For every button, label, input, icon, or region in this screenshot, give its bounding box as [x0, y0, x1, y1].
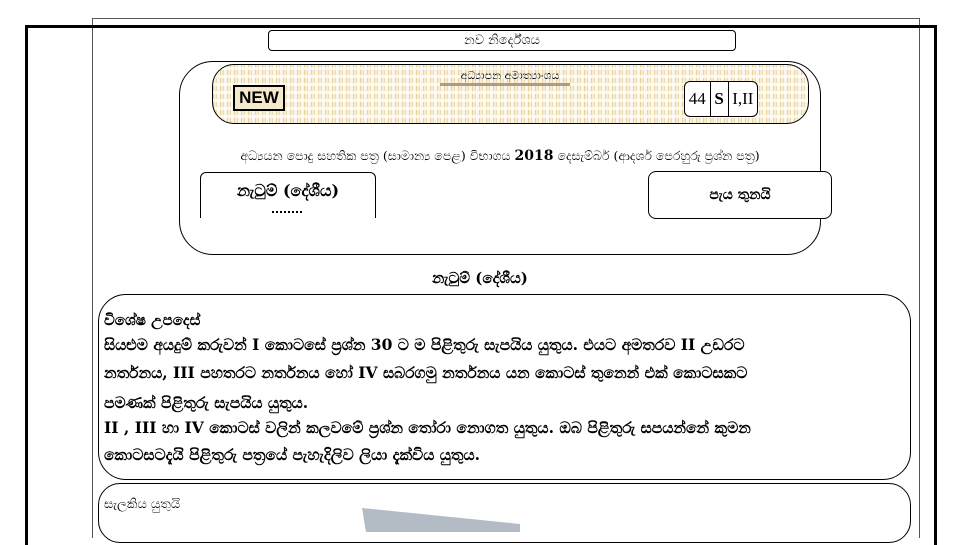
paper-code-number: 44: [688, 89, 706, 108]
exam-name: අධ්‍යයන පොදු සහතික පත්‍ර (සාමාන්‍ය පෙළ) විභාගය: [240, 148, 511, 163]
instructions-title: විශේෂ උපදෙස්: [104, 311, 201, 329]
subject-code-remnant: [272, 211, 302, 214]
decorative-shape: [360, 502, 520, 532]
paper-code-parts: I,II: [728, 82, 757, 116]
paper-code-letter: S: [710, 82, 728, 116]
instruction-line: පමණක් පිළිතුරු සැපයිය යුතුය.: [104, 393, 309, 412]
new-badge: NEW: [233, 85, 285, 111]
instruction-line: සියළුම අයදුම් කරුවන් I කොටසේ ප්‍රශ්න 30 ට ම පිළිතුරු සැපයිය යුතුය. එයට අමතරව II උඩරට: [104, 335, 745, 354]
exam-year: 2018: [514, 148, 554, 164]
paper-code-box: [684, 81, 758, 117]
section-heading: නැටුම් (දේශීය): [432, 269, 528, 287]
exam-description: [180, 147, 820, 165]
note-label: සැලකිය යුතුයි: [104, 497, 181, 512]
banner-stripe: [440, 83, 570, 86]
exam-session: දෙසැම්බර් (ආදර්ශ පෙරහුරු ප්‍රශ්න පත්‍ර): [557, 148, 760, 163]
instruction-line: II , III හා IV කොටස් වලින් කලවමේ ප්‍රශ්න තෝරා නොගත යුතුය. ඔබ පිළිතුරු සපයන්නේ කුමන: [104, 418, 751, 437]
instruction-line: කොටසටදැයි පිළිතුරු පත්‍රයේ පැහැදිලිව ලියා දැක්විය යුතුය.: [104, 445, 481, 464]
subject-box: නැටුම් (දේශීය): [200, 172, 376, 218]
ministry-name: අධ්‍යාපන අමාත්‍යාංශය: [460, 69, 560, 82]
instruction-line: නර්තනය, III පහතරට නර්තනය හෝ IV සබරගමු නර්තනය යන කොටස් තුනෙන් එක් කොටසකට: [104, 363, 748, 382]
duration-box: පැය තුනයි: [648, 171, 832, 219]
syllabus-title: නව නිර්දේශය: [268, 30, 736, 51]
